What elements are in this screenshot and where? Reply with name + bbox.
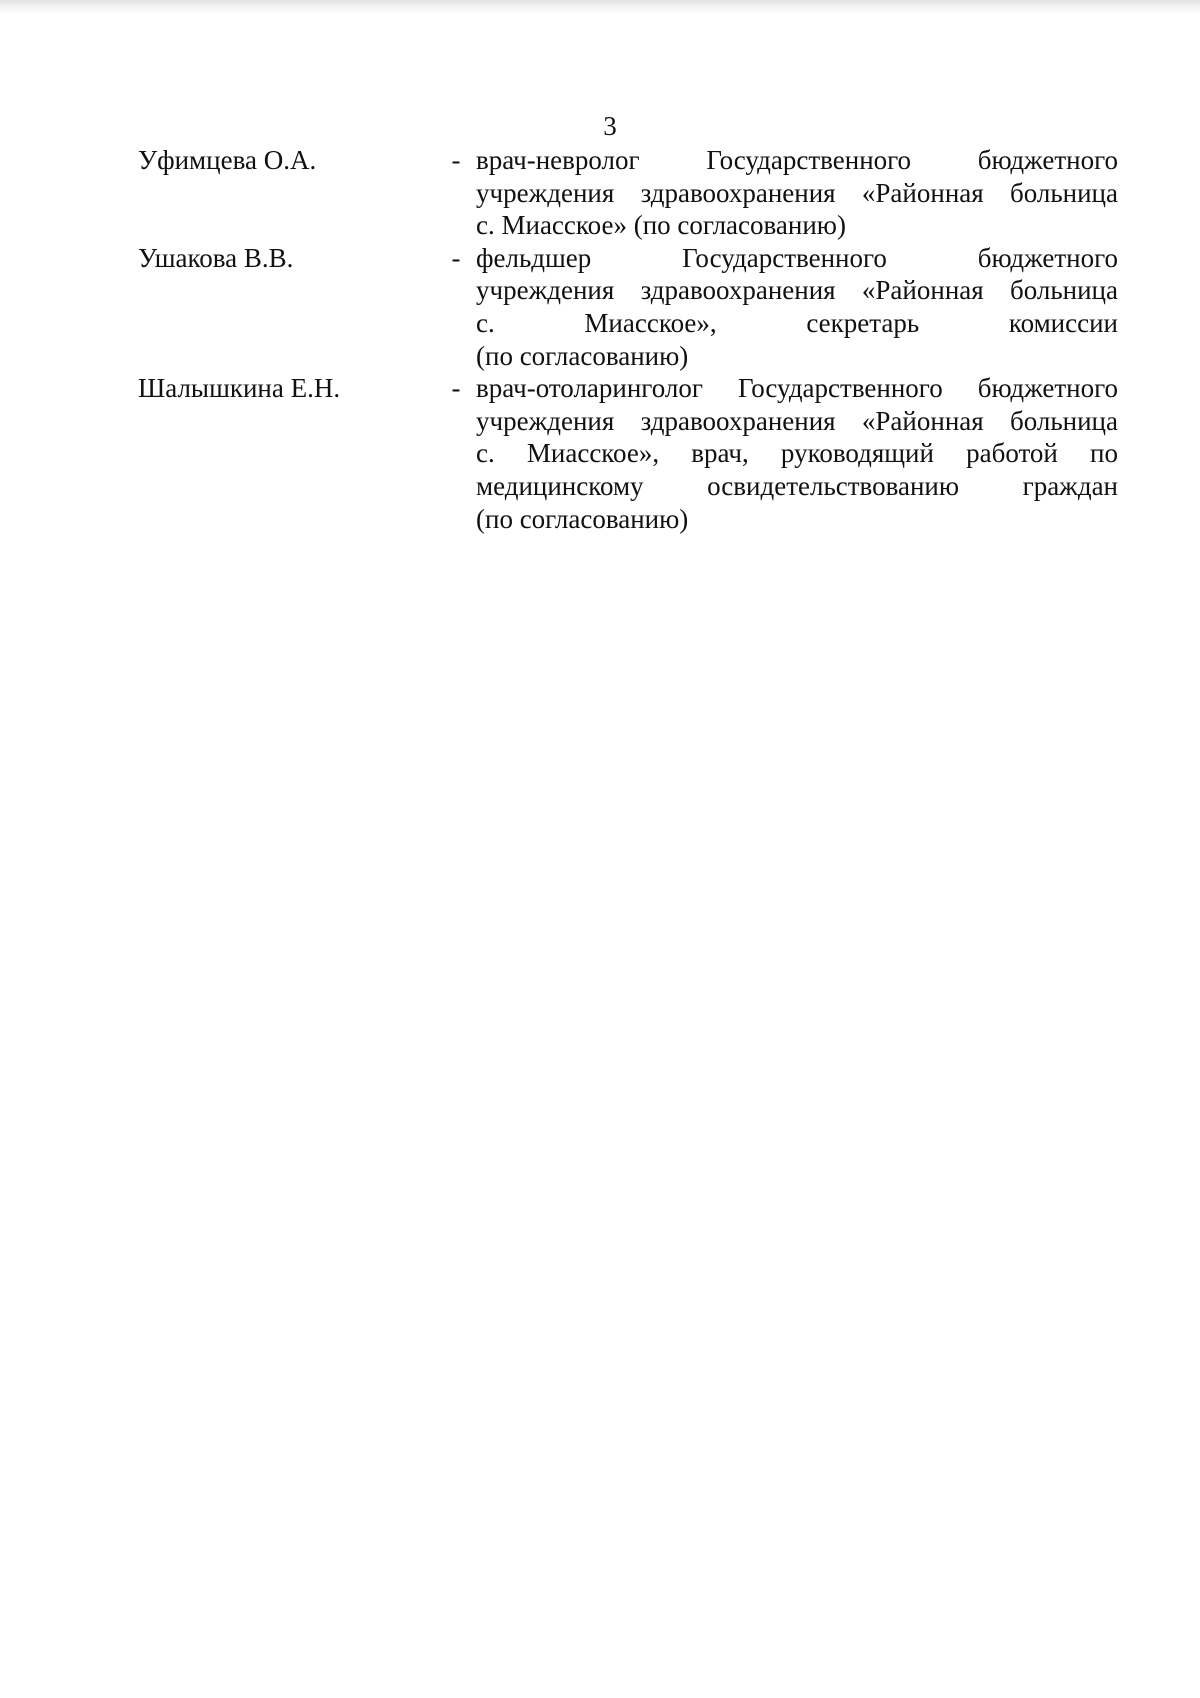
role-line: с. Миасское» (по согласованию) bbox=[476, 210, 846, 241]
role-line: с. Миасское», врач, руководящий работой по bbox=[476, 438, 1118, 469]
role-line: фельдшер Государственного бюджетного bbox=[476, 242, 1118, 273]
role-line: (по согласованию) bbox=[476, 503, 689, 534]
role-line: врач-отоларинголог Государственного бюджетного bbox=[476, 373, 1118, 404]
member-dash: - bbox=[451, 145, 461, 175]
page-number: 3 bbox=[603, 111, 617, 141]
member-name: Шалышкина Е.Н. bbox=[138, 373, 341, 404]
member-role bbox=[476, 242, 1118, 372]
member-name: Ушакова В.В. bbox=[138, 242, 294, 273]
role-line: с. Миасское», секретарь комиссии bbox=[476, 307, 1118, 338]
member-role bbox=[476, 144, 1118, 242]
member-entry bbox=[138, 144, 1118, 242]
scan-edge-artifact bbox=[0, 0, 1200, 14]
role-line: медицинскому освидетельствованию граждан bbox=[476, 470, 1118, 501]
member-entry bbox=[138, 372, 1118, 535]
role-line: учреждения здравоохранения «Районная больница bbox=[476, 275, 1118, 306]
member-entry bbox=[138, 242, 1118, 372]
role-line: учреждения здравоохранения «Районная больница bbox=[476, 405, 1118, 436]
member-role bbox=[476, 372, 1118, 535]
member-dash: - bbox=[451, 373, 461, 404]
member-dash: - bbox=[451, 242, 461, 273]
commission-members-list bbox=[138, 144, 1118, 535]
role-line: (по согласованию) bbox=[476, 340, 689, 371]
member-name: Уфимцева О.А. bbox=[138, 145, 317, 175]
role-line: учреждения здравоохранения «Районная больница bbox=[476, 177, 1118, 208]
role-line: врач-невролог Государственного бюджетного bbox=[476, 145, 1118, 175]
